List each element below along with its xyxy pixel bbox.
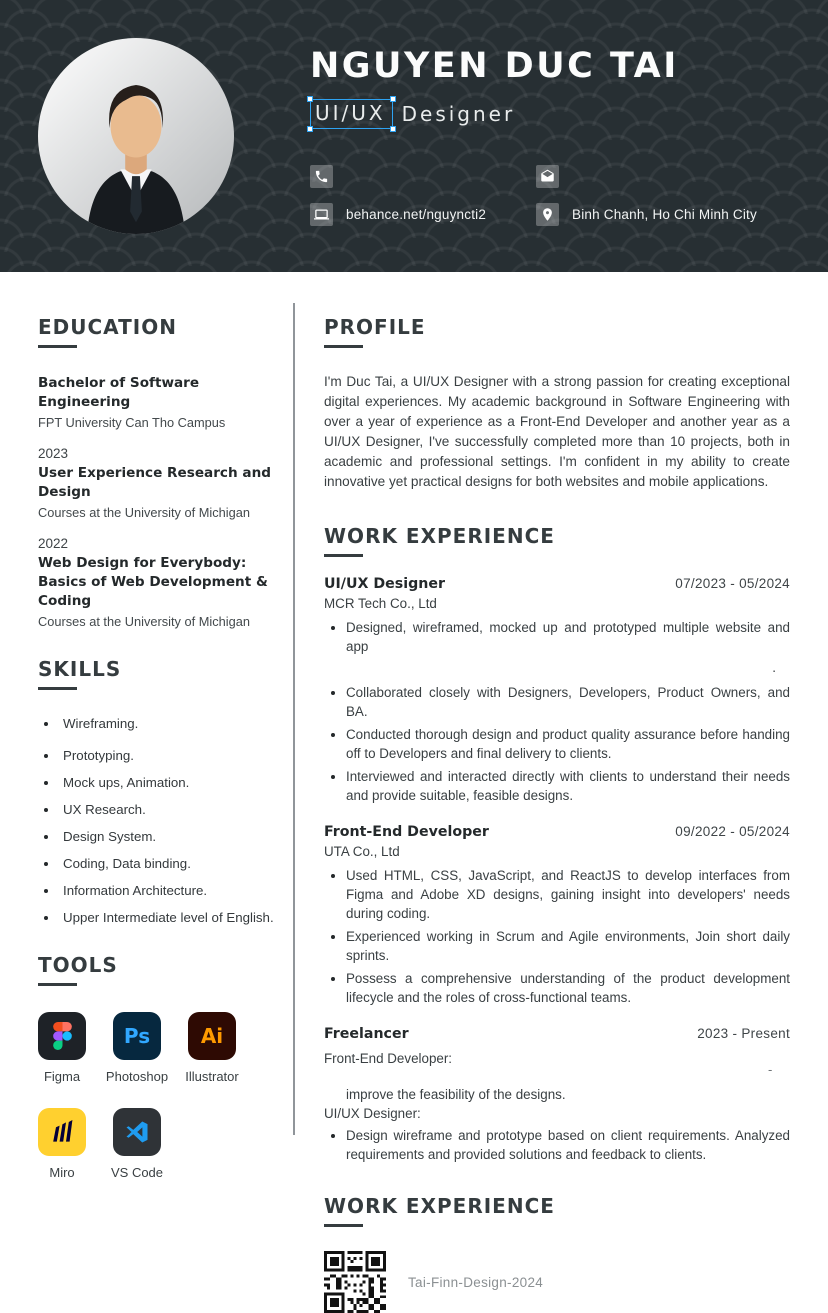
bullet-dot [44, 808, 48, 812]
profile-paragraph: I'm Duc Tai, a UI/UX Designer with a strong passion for creating exceptional digital experiences. My academic background in Software Engineering with over a year of experience as a Front-End Developer and another year as a UI/UX Designer, I've successfully completed more than 10 projects, both in academic and professional settings. I'm confident in my ability to create innovative yet practical designs for both websites and mobile applications. [324, 374, 790, 489]
qr-code [324, 1251, 386, 1313]
bullet-label: Experienced working in Scrum and Agile environments, Join short daily sprints. [346, 929, 790, 963]
education-section [38, 315, 274, 629]
section-heading-skills: SKILLS [38, 657, 122, 681]
heading-underline [38, 345, 77, 348]
list-item [38, 856, 274, 871]
job-header [324, 824, 790, 840]
selection-box [310, 99, 393, 129]
heading-underline [324, 345, 363, 348]
bullet-label: Possess a comprehensive understanding of the product development lifecycle and the roles of cross-functional teams. [346, 971, 790, 1005]
list-item [38, 883, 274, 898]
contact-website[interactable] [310, 203, 536, 226]
section-heading-profile: PROFILE [324, 315, 426, 339]
list-item [324, 927, 790, 965]
tool-illustrator [185, 1012, 239, 1084]
education-title: Web Design for Everybody: Basics of Web Development & Coding [38, 555, 268, 609]
bullet-dot [44, 835, 48, 839]
subtitle-rest: Designer [401, 102, 516, 126]
skill-label: Mock ups, Animation. [63, 775, 190, 790]
header [0, 0, 828, 272]
illustrator-glyph: Ai [200, 1024, 224, 1048]
photoshop-glyph: Ps [123, 1024, 151, 1048]
column-divider [293, 303, 295, 1135]
bullet-continuation: improve the feasibility of the designs. [346, 1087, 566, 1102]
job-entry [324, 576, 790, 805]
heading-underline [324, 554, 363, 557]
skill-label: Wireframing. [63, 716, 139, 731]
list-item [324, 866, 790, 923]
bullet-dot [331, 874, 335, 878]
tool-photoshop [105, 1012, 169, 1084]
stray-dash: - [768, 1062, 773, 1077]
job-title: UI/UX Designer [324, 576, 445, 592]
education-year: 2022 [38, 536, 69, 551]
job-company: MCR Tech Co., Ltd [324, 596, 437, 611]
selection-handle [307, 126, 313, 132]
work-experience-2-section [324, 1194, 790, 1313]
job-subtitle [310, 99, 515, 129]
miro-icon [38, 1108, 86, 1156]
section-heading-tools: TOOLS [38, 953, 118, 977]
vscode-icon [113, 1108, 161, 1156]
skill-label: Information Architecture. [63, 883, 208, 898]
bullet-dot [331, 626, 335, 630]
job-header [324, 1026, 790, 1042]
section-heading-education: EDUCATION [38, 315, 177, 339]
education-item [38, 446, 274, 520]
job-title: Freelancer [324, 1026, 409, 1042]
orphan-period: . [772, 660, 776, 675]
education-subtitle: Courses at the University of Michigan [38, 614, 250, 629]
photoshop-icon [113, 1012, 161, 1060]
tool-label: VS Code [110, 1165, 164, 1180]
list-item [324, 618, 790, 656]
bullet-dot [44, 916, 48, 920]
selection-handle [390, 126, 396, 132]
job-bullet-list [324, 618, 790, 805]
bullet-dot [44, 889, 48, 893]
illustrator-icon [188, 1012, 236, 1060]
list-item [324, 1126, 790, 1164]
section-heading-work2: WORK EXPERIENCE [324, 1194, 555, 1218]
bullet-label: Design wireframe and prototype based on client requirements. Analyzed requirements and provided solutions and feedback to clients. [346, 1128, 790, 1162]
job-bullet-list [324, 866, 790, 1007]
role-label: UI/UX Designer: [324, 1106, 421, 1121]
website-icon [310, 203, 333, 226]
section-heading-work: WORK EXPERIENCE [324, 524, 555, 548]
selection-handle [307, 96, 313, 102]
bullet-label: Conducted thorough design and product quality assurance before handing off to Developers and final delivery to clients. [346, 727, 790, 761]
job-header [324, 576, 790, 592]
bullet-dot [44, 754, 48, 758]
skills-section [38, 657, 274, 925]
selection-handle [390, 96, 396, 102]
redacted-gap [324, 1068, 790, 1085]
tool-label: Figma [43, 1069, 81, 1084]
skill-list [38, 716, 274, 925]
job-date: 09/2022 - 05/2024 [675, 824, 790, 839]
list-item [324, 725, 790, 763]
list-item [38, 802, 274, 817]
contact-location [536, 203, 757, 226]
education-subtitle: FPT University Can Tho Campus [38, 415, 226, 430]
qr-label: Tai-Finn-Design-2024 [408, 1274, 544, 1290]
profile-section [324, 315, 790, 492]
right-column [324, 315, 790, 1313]
tool-miro [38, 1108, 86, 1180]
skill-label: Upper Intermediate level of English. [63, 910, 274, 925]
list-item [38, 829, 274, 844]
email-icon [536, 165, 559, 188]
list-item [324, 767, 790, 805]
left-column [38, 315, 274, 1180]
bullet-dot [44, 862, 48, 866]
tool-figma [38, 1012, 86, 1084]
tools-section [38, 953, 274, 1180]
bullet-label: Interviewed and interacted directly with clients to understand their needs and provide suitable, feasible designs. [346, 769, 790, 803]
bullet-dot [331, 977, 335, 981]
bullet-dot [331, 935, 335, 939]
bullet-label: Used HTML, CSS, JavaScript, and ReactJS to develop interfaces from Figma and Adobe XD designs, gaining insight into developers' needs during coding. [346, 868, 790, 921]
bullet-dot [331, 1134, 335, 1138]
list-item [38, 716, 274, 731]
avatar [38, 38, 234, 234]
job-date: 07/2023 - 05/2024 [675, 576, 790, 591]
tool-label: Miro [49, 1165, 75, 1180]
phone-icon [310, 165, 333, 188]
list-item [324, 683, 790, 721]
tool-label: Photoshop [105, 1069, 169, 1084]
bullet-dot [331, 775, 335, 779]
heading-underline [324, 1224, 363, 1227]
skill-label: Prototyping. [63, 748, 134, 763]
location-pin-icon [536, 203, 559, 226]
role-label: Front-End Developer: [324, 1051, 453, 1066]
location-label: Binh Chanh, Ho Chi Minh City [572, 207, 757, 222]
list-item [324, 969, 790, 1007]
heading-underline [38, 687, 77, 690]
contact-grid [310, 165, 757, 226]
job-bullet-list [324, 1049, 790, 1164]
person-name: NGUYEN DUC TAI [310, 46, 679, 86]
avatar-photo [38, 38, 234, 234]
education-year: 2023 [38, 446, 69, 461]
bullet-dot [44, 722, 48, 726]
website-label[interactable]: behance.net/nguyncti2 [346, 207, 487, 222]
education-item [38, 536, 274, 629]
job-title: Front-End Developer [324, 824, 489, 840]
main-body [0, 272, 828, 1290]
bullet-dot [44, 781, 48, 785]
skill-label: UX Research. [63, 802, 146, 817]
heading-underline [38, 983, 77, 986]
job-entry [324, 1026, 790, 1164]
bullet-dot [331, 691, 335, 695]
list-item [38, 748, 274, 763]
education-subtitle: Courses at the University of Michigan [38, 505, 250, 520]
tool-vscode [110, 1108, 164, 1180]
bullet-label: Designed, wireframed, mocked up and prototyped multiple website and app [346, 620, 790, 654]
job-entry [324, 824, 790, 1007]
list-item [38, 775, 274, 790]
education-title: User Experience Research and Design [38, 465, 271, 500]
job-company: UTA Co., Ltd [324, 844, 400, 859]
qr-row [324, 1251, 790, 1313]
contact-email [536, 165, 757, 188]
skill-label: Coding, Data binding. [63, 856, 191, 871]
contact-phone [310, 165, 536, 188]
subtitle-highlight: UI/UX [315, 101, 386, 125]
job-date: 2023 - Present [697, 1026, 790, 1041]
bullet-label: Collaborated closely with Designers, Developers, Product Owners, and BA. [346, 685, 790, 719]
work-experience-section [324, 524, 790, 557]
tool-label: Illustrator [185, 1069, 239, 1084]
list-item [38, 910, 274, 925]
education-item [38, 374, 274, 430]
bullet-dot [331, 733, 335, 737]
figma-icon [38, 1012, 86, 1060]
tool-grid [38, 1012, 274, 1180]
education-title: Bachelor of Software Engineering [38, 375, 200, 410]
skill-label: Design System. [63, 829, 157, 844]
